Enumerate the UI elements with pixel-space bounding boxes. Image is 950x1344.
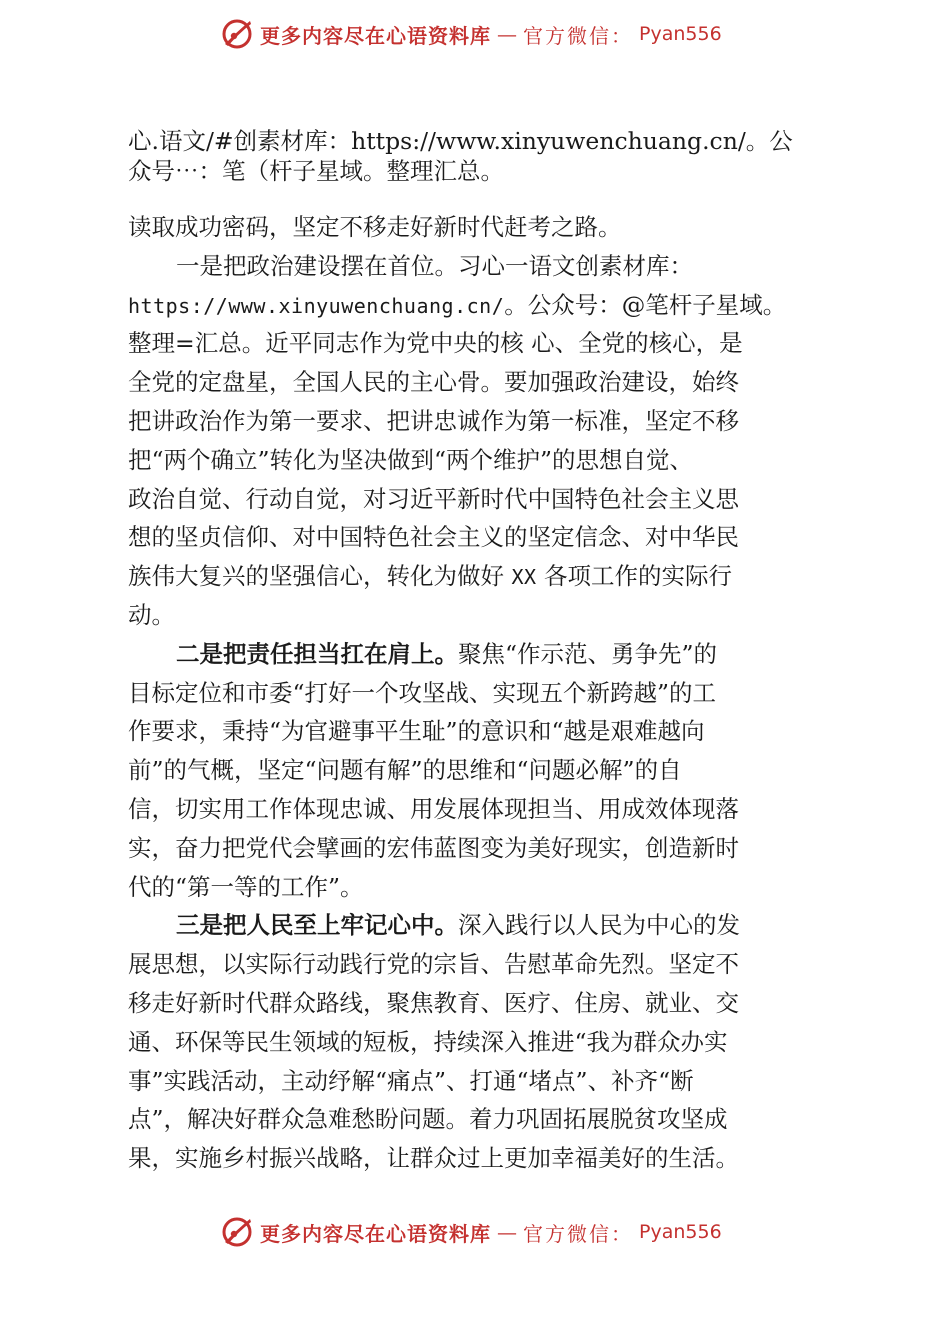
p2-line-3: 作要求，秉持“为官避事平生耻”的意识和“越是艰难越向 xyxy=(128,717,705,746)
p2-line-1-rest: 聚焦“作示范、勇争先”的 xyxy=(458,639,718,668)
p2-line-6: 实，奋力把党代会擘画的宏伟蓝图变为美好现实，创造新时 xyxy=(128,833,739,862)
p1-line-9-a: 族伟大复兴的坚强信心，转化为做好 xyxy=(128,562,512,591)
brush-logo-icon xyxy=(220,17,254,51)
p1-line-1: 一是把政治建设摆在首位。习心一语文创素材库： xyxy=(176,251,693,280)
p3-line-4: 通、环保等民生领域的短板，持续深入推进“我为群众办实 xyxy=(128,1027,728,1056)
banner-wechat-id: Pyan556 xyxy=(639,23,722,45)
p1-line-2 xyxy=(128,286,818,325)
p1-xx-code: XX xyxy=(511,565,537,590)
p2-line-5: 信，切实用工作体现忠诚、用发展体现担当、用成效体现落 xyxy=(128,794,739,823)
intro-line: 读取成功密码，坚定不移走好新时代赶考之路。 xyxy=(128,213,622,241)
p3-line-1 xyxy=(128,906,818,945)
banner-dash: — xyxy=(497,1220,517,1244)
footer-banner xyxy=(220,1212,722,1252)
p1-line-7: 政治自觉、行动自觉，对习近平新时代中国特色社会主义思 xyxy=(128,484,739,513)
p1-url: https://www.xinyuwenchuang.cn/ xyxy=(128,293,505,318)
header-banner xyxy=(220,14,722,54)
document-body xyxy=(128,208,818,1178)
banner-sub-text: 官方微信： xyxy=(523,23,633,48)
banner-wechat-id: Pyan556 xyxy=(639,1221,722,1243)
p1-line-9-b: 各项工作的实际行 xyxy=(536,562,733,591)
p3-heading: 三是把人民至上牢记心中。 xyxy=(176,911,458,940)
p3-line-3: 移走好新时代群众路线，聚焦教育、医疗、住房、就业、交 xyxy=(128,988,739,1017)
header-notice xyxy=(128,126,818,186)
p1-line-9 xyxy=(128,557,818,596)
banner-sub-text: 官方微信： xyxy=(523,1221,633,1246)
header-line-1: 心.语文/#创素材库：https://www.xinyuwenchuang.cn/。公 xyxy=(128,127,793,155)
p3-line-2: 展思想，以实际行动践行党的宗旨、告慰革命先烈。坚定不 xyxy=(128,950,739,979)
p1-line-3: 整理=汇总。近平同志作为党中央的核 心、全党的核心，是 xyxy=(128,329,743,358)
banner-main-text: 更多内容尽在心语资料库 xyxy=(260,23,491,48)
banner-dash: — xyxy=(497,22,517,46)
p3-line-1-rest: 深入践行以人民为中心的发 xyxy=(458,911,740,940)
p1-line-10: 动。 xyxy=(128,600,175,629)
p2-line-4: 前”的气概，坚定“问题有解”的思维和“问题必解”的自 xyxy=(128,756,682,785)
p1-line-6: 把“两个确立”转化为坚决做到“两个维护”的思想自觉、 xyxy=(128,445,694,474)
p1-line-2-rest: 。公众号：@笔杆子星域。 xyxy=(504,290,787,319)
p2-line-2: 目标定位和市委“打好一个攻坚战、实现五个新跨越”的工 xyxy=(128,678,717,707)
p2-line-1 xyxy=(128,635,818,674)
p1-line-5: 把讲政治作为第一要求、把讲忠诚作为第一标准，坚定不移 xyxy=(128,406,739,435)
p3-line-7: 果，实施乡村振兴战略，让群众过上更加幸福美好的生活。 xyxy=(128,1144,739,1173)
p1-line-4: 全党的定盘星，全国人民的主心骨。要加强政治建设，始终 xyxy=(128,368,739,397)
p3-line-6: 点”，解决好群众急难愁盼问题。着力巩固拓展脱贫攻坚成 xyxy=(128,1105,728,1134)
banner-main-text: 更多内容尽在心语资料库 xyxy=(260,1221,491,1246)
header-line-2: 众号⋯：笔（杆子星域。整理汇总。 xyxy=(128,157,504,185)
p2-heading: 二是把责任担当扛在肩上。 xyxy=(176,639,458,668)
p2-line-7: 代的“第一等的工作”。 xyxy=(128,872,364,901)
brush-logo-icon xyxy=(220,1215,254,1249)
p1-line-8: 想的坚贞信仰、对中国特色社会主义的坚定信念、对中华民 xyxy=(128,523,739,552)
p3-line-5: 事”实践活动，主动纾解“痛点”、打通“堵点”、补齐“断 xyxy=(128,1066,694,1095)
